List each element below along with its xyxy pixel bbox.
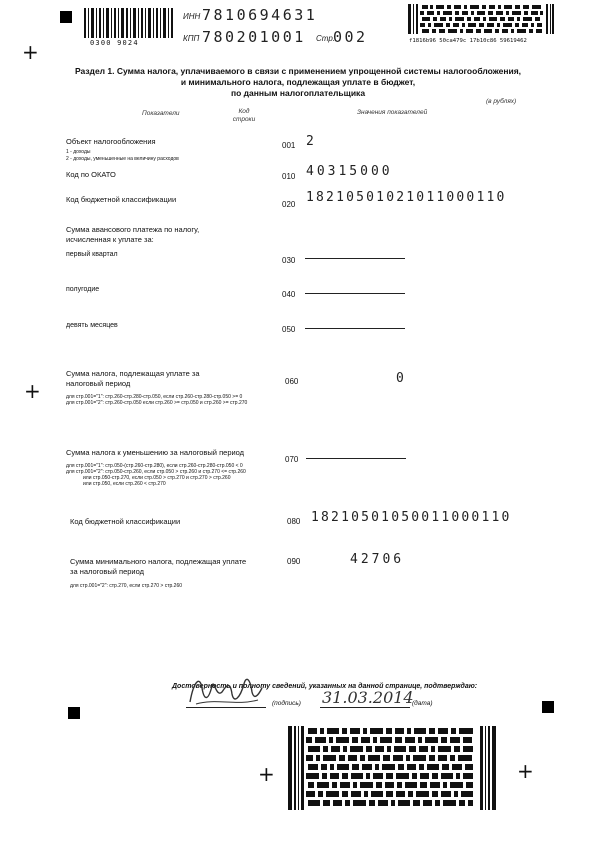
row-090-label-line: Сумма минимального налога, подлежащая уплате [70, 557, 247, 566]
page-label: Стр. [316, 34, 336, 43]
row-030-code: 030 [282, 256, 296, 265]
registration-cross-icon: + [22, 40, 39, 64]
pdf417-barcode-image [408, 4, 554, 34]
corner-marker-bottom-left [68, 707, 80, 719]
row-080-label: Код бюджетной классификации [70, 517, 181, 526]
row-001-hint: 1 - доходы [66, 149, 91, 155]
registration-cross-icon: + [258, 762, 275, 786]
confirmation-text: Достоверность и полноту сведений, указанных на данной странице, подтверждаю: [172, 683, 478, 690]
inn-value: 7810694631 [202, 6, 318, 24]
advance-payment-heading-line: исчисленная к уплате за: [66, 235, 154, 244]
row-070-note: для стр.001="2": стр.050-стр.260, если стр.050 > стр.260 и стр.270 <= стр.260 [66, 469, 246, 475]
row-060-note: для стр.001="1": стр.260-стр.280-стр.050, если стр.260-стр.280-стр.050 >= 0 [66, 394, 243, 400]
row-090-label-line: за налоговый период [70, 567, 145, 576]
row-001-code: 001 [282, 141, 296, 150]
column-header-code [224, 108, 264, 124]
row-050-code: 050 [282, 325, 296, 334]
row-080-value: 18210501050011000110 [311, 510, 512, 525]
handwritten-date: 31.03.2014 [322, 688, 414, 707]
row-001-label: Объект налогообложения [66, 137, 156, 146]
row-001-value: 2 [306, 134, 317, 149]
barcode-image [84, 8, 174, 38]
row-001-hint: 2 - доходы, уменьшенные на величину расходов [66, 156, 179, 162]
hash-code: f1816b96 50ca479c 17b10c86 59619462 [409, 38, 527, 44]
row-070-note: или стр.050, если стр.260 < стр.270 [83, 481, 166, 487]
row-040-empty-value [305, 293, 405, 294]
registration-cross-icon: + [517, 759, 534, 783]
advance-payment-heading [66, 225, 199, 245]
row-040-code: 040 [282, 290, 296, 299]
section-title-line: по данным налогоплательщика [230, 88, 366, 98]
date-label: (дата) [412, 700, 433, 707]
row-080-code: 080 [287, 517, 301, 526]
bottom-barcode-image [288, 726, 496, 810]
row-090-value: 42706 [350, 552, 405, 567]
row-090-label [70, 557, 246, 577]
section-title [60, 66, 536, 99]
row-060-value: 0 [396, 371, 407, 386]
signature-label: (подпись) [272, 700, 301, 707]
units-label: (в рублях) [486, 98, 517, 105]
section-title-line: Раздел 1. Сумма налога, уплачиваемого в связи с применением упрощенной системы налогообложения, [74, 66, 522, 76]
row-010-label: Код по ОКАТО [66, 170, 116, 179]
kpp-label: КПП [183, 34, 200, 43]
row-090-note: для стр.001="2": стр.270, если стр.270 > стр.260 [70, 583, 183, 589]
corner-marker-top-left [60, 11, 72, 23]
corner-marker-bottom-right [542, 701, 554, 713]
section-title-line: и минимального налога, подлежащая уплате в бюджет, [180, 77, 416, 87]
row-060-label-line: Сумма налога, подлежащая уплате за [66, 369, 200, 378]
column-header-code-line: Код [238, 108, 250, 115]
row-060-label [66, 369, 200, 389]
handwritten-signature [186, 668, 266, 710]
row-010-code: 010 [282, 172, 296, 181]
row-070-note: или стр.050-стр.270, если стр.050 > стр.270 и стр.270 > стр.260 [83, 475, 231, 481]
date-line [320, 707, 410, 708]
row-050-empty-value [305, 328, 405, 329]
barcode-number: 0300 9024 [90, 39, 139, 47]
row-070-empty-value [306, 458, 406, 459]
row-090-code: 090 [287, 557, 301, 566]
row-060-code: 060 [285, 377, 299, 386]
row-060-note: для стр.001="2": стр.260-стр.050 если стр.260 >= стр.050 и стр.260 >= стр.270 [66, 400, 248, 406]
row-070-code: 070 [285, 455, 299, 464]
row-070-label: Сумма налога к уменьшению за налоговый период [66, 448, 245, 457]
row-020-code: 020 [282, 200, 296, 209]
row-030-label: первый квартал [66, 251, 118, 258]
column-header-code-line: строки [232, 116, 256, 123]
column-header-indicators: Показатели [142, 110, 180, 117]
row-040-label: полугодие [66, 286, 100, 293]
row-020-label: Код бюджетной классификации [66, 195, 177, 204]
column-header-values: Значения показателей [357, 109, 428, 116]
row-010-value: 40315000 [306, 164, 393, 179]
advance-payment-heading-line: Сумма авансового платежа по налогу, [66, 225, 200, 234]
row-020-value: 18210501021011000110 [306, 190, 507, 205]
registration-cross-icon: + [24, 379, 41, 403]
kpp-value: 780201001 [202, 28, 306, 46]
row-050-label: девять месяцев [66, 322, 118, 329]
row-070-note: для стр.001="1": стр.050-(стр.260-стр.280), если стр.260-стр.280-стр.050 < 0 [66, 463, 243, 469]
page-value: 002 [333, 28, 368, 46]
row-060-label-line: налоговый период [66, 379, 131, 388]
inn-label: ИНН [183, 12, 201, 21]
row-030-empty-value [305, 258, 405, 259]
